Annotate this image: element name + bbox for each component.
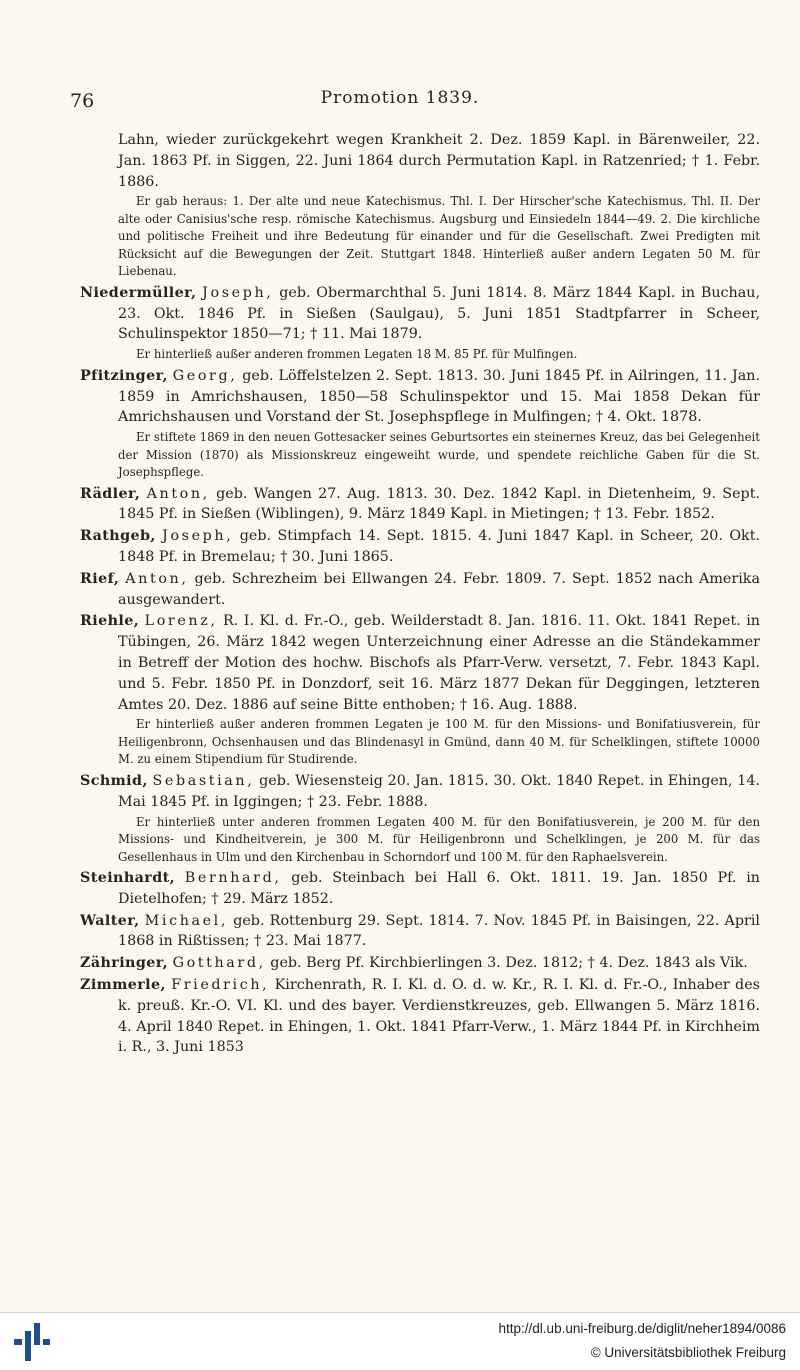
entry-surname: Steinhardt, — [80, 870, 176, 887]
entry-given-name: Sebastian, — [152, 772, 255, 789]
entry-text: geb. Rottenburg 29. Sept. 1814. 7. Nov. 1845 Pf. in Baisingen, 22. April 1868 in Rißtissen; † 23. Mai 1877. — [118, 912, 761, 950]
entry-text: R. I. Kl. d. Fr.-O., geb. Weilderstadt 8. Jan. 1816. 11. Okt. 1841 Repet. in Tübingen, 26. März 1842 wegen Unterzeichnung einer Adresse an die Ständekammer in Betreff der Motion des hochw. Bischofs als Pfarr-Verw. versetzt, 7. Febr. 1843 Kapl. und 5. Febr. 1850 Pf. in Donzdorf, seit 16. März 1877 Dekan für Deggingen, letzteren Amtes 20. Dez. 1886 auf seine Bitte enthoben; † 16. Aug. 1888. — [118, 613, 761, 713]
entry-surname: Riehle, — [80, 613, 140, 630]
entry-surname: Rief, — [80, 570, 120, 587]
entry-text: geb. Obermarchthal 5. Juni 1814. 8. März 1844 Kapl. in Buchau, 23. Okt. 1846 Pf. in Sießen (Saulgau), 5. Juni 1851 Stadtpfarrer in Scheer, Schulinspektor 1850—71; † 11. Mai 1879. — [118, 284, 761, 343]
entry — [80, 611, 760, 715]
entry-given-name: Joseph, — [162, 528, 234, 545]
entry-text: geb. Wangen 27. Aug. 1813. 30. Dez. 1842 Kapl. in Dietenheim, 9. Sept. 1845 Pf. in Sießen (Wiblingen), 9. März 1849 Kapl. in Mietingen; † 13. Febr. 1852. — [118, 485, 760, 523]
entry-note: Er hinterließ außer anderen frommen Legaten je 100 M. für den Missions- und Bonifatiusverein, für Heiligenbronn, Ochsenhausen und das Blindenasyl in Gmünd, dann 40 M. für Schelklingen, stiftete 10000 M. zu einem Stipendium für Studirende. — [118, 717, 760, 767]
entry-surname: Rathgeb, — [80, 528, 156, 545]
running-title: Promotion 1839. — [320, 88, 480, 108]
entry-continuation: Lahn, wieder zurückgekehrt wegen Krankheit 2. Dez. 1859 Kapl. in Bärenweiler, 22. Jan. 1863 Pf. in Siggen, 22. Juni 1864 durch Permutation Kapl. in Ratzenried; † 1. Febr. 1886. — [118, 132, 760, 190]
entry-text: geb. Wiesensteig 20. Jan. 1815. 30. Okt. 1840 Repet. in Ehingen, 14. Mai 1845 Pf. in Iggingen; † 23. Febr. 1888. — [118, 772, 761, 810]
entry — [80, 526, 760, 568]
entry — [80, 484, 760, 526]
entry-surname: Zähringer, — [80, 955, 169, 972]
entry-given-name: Bernhard, — [184, 870, 282, 887]
entry-text: geb. Löffelstelzen 2. Sept. 1813. 30. Juni 1845 Pf. in Ailringen, 11. Jan. 1859 in Amrichshausen, 1850—58 Schulinspektor und 15. Mai 1858 Dekan für Amrichshausen und Vorstand der St. Josephspflege in Mulfingen; † 4. Okt. 1878. — [118, 367, 761, 426]
entry — [80, 366, 760, 428]
entry — [80, 283, 760, 345]
permalink[interactable]: http://dl.ub.uni-freiburg.de/diglit/neher1894/0086 — [498, 1321, 786, 1336]
entry-surname: Pfitzinger, — [80, 367, 168, 384]
copyright-notice: © Universitätsbibliothek Freiburg — [590, 1345, 786, 1360]
entry-text: Kirchenrath, R. I. Kl. d. O. d. w. Kr., R. I. Kl. d. Fr.-O., Inhaber des k. preuß. Kr.-O. VI. Kl. und des bayer. Verdienstkreuzes, geb. Ellwangen 5. März 1816. 4. April 1840 Repet. in Ehingen, 1. Okt. 1841 Pfarr-Verw., 1. März 1844 Pf. in Kirchheim i. R., 3. Juni 1853 — [118, 977, 761, 1056]
entry-note: Er stiftete 1869 in den neuen Gottesacker seines Geburtsortes ein steinernes Kreuz, das bei Gelegenheit der Mission (1870) als Missionskreuz eingeweiht wurde, und spendete reichliche Gaben für die St. Josephspflege. — [118, 430, 760, 480]
entry — [80, 911, 760, 953]
entry-surname: Walter, — [80, 912, 140, 929]
entry-text: geb. Steinbach bei Hall 6. Okt. 1811. 19. Jan. 1850 Pf. in Dietelhofen; † 29. März 1852. — [118, 870, 760, 907]
entry-surname: Zimmerle, — [80, 977, 166, 994]
entry-given-name: Anton, — [125, 570, 189, 587]
entry-text: geb. Stimpfach 14. Sept. 1815. 4. Juni 1847 Kapl. in Scheer, 20. Okt. 1848 Pf. in Bremelau; † 30. Juni 1865. — [118, 528, 761, 566]
entry-surname: Schmid, — [80, 772, 148, 789]
entry-given-name: Gotthard, — [172, 955, 266, 972]
entry-given-name: Joseph, — [202, 284, 274, 301]
entry-given-name: Anton, — [146, 485, 210, 502]
entry-note: Er gab heraus: 1. Der alte und neue Katechismus. Thl. I. Der Hirscher'sche Katechismus. Thl. II. Der alte oder Canisius'sche resp. römische Katechismus. Augsburg und Einsiedeln 1844—49. 2. Die kirchliche und politische Freiheit und ihre Bedeutung für einander und für die Gesellschaft. Zwei Predigten mit Rücksicht auf die Bewegungen der Zeit. Stuttgart 1848. Hinterließ außer andern Legaten 50 M. für Liebenau. — [118, 194, 760, 279]
page-number: 76 — [70, 90, 95, 112]
entry-given-name: Georg, — [172, 367, 238, 384]
entry-note: Er hinterließ unter anderen frommen Legaten 400 M. für den Bonifatiusverein, je 200 M. für den Missions- und Kindheitverein, je 300 M. für Heiligenbronn und Schelklingen, je 200 M. für das Gesellenhaus in Ulm und den Kirchenbau in Schorndorf und 100 M. für den Raphaelsverein. — [118, 814, 760, 864]
entry-note: Er hinterließ außer anderen frommen Legaten 18 M. 85 Pf. für Mulfingen. — [136, 347, 578, 362]
entry-given-name: Michael, — [144, 912, 228, 929]
entry — [80, 975, 760, 1058]
entry — [80, 771, 760, 813]
entry-surname: Rädler, — [80, 485, 141, 502]
entry-surname: Niedermüller, — [80, 284, 197, 301]
entry-given-name: Friedrich, — [171, 977, 270, 994]
entry — [80, 569, 760, 611]
entry-text: geb. Berg Pf. Kirchbierlingen 3. Dez. 1812; † 4. Dez. 1843 als Vik. — [270, 955, 748, 972]
library-logo-icon — [14, 1323, 50, 1361]
entry — [80, 868, 760, 910]
viewer-footer — [0, 1312, 800, 1370]
entry-text: geb. Schrezheim bei Ellwangen 24. Febr. 1809. 7. Sept. 1852 nach Amerika ausgewandert. — [118, 570, 760, 608]
entry-given-name: Lorenz, — [144, 613, 218, 630]
page-body — [80, 130, 760, 1059]
entry — [80, 953, 760, 974]
